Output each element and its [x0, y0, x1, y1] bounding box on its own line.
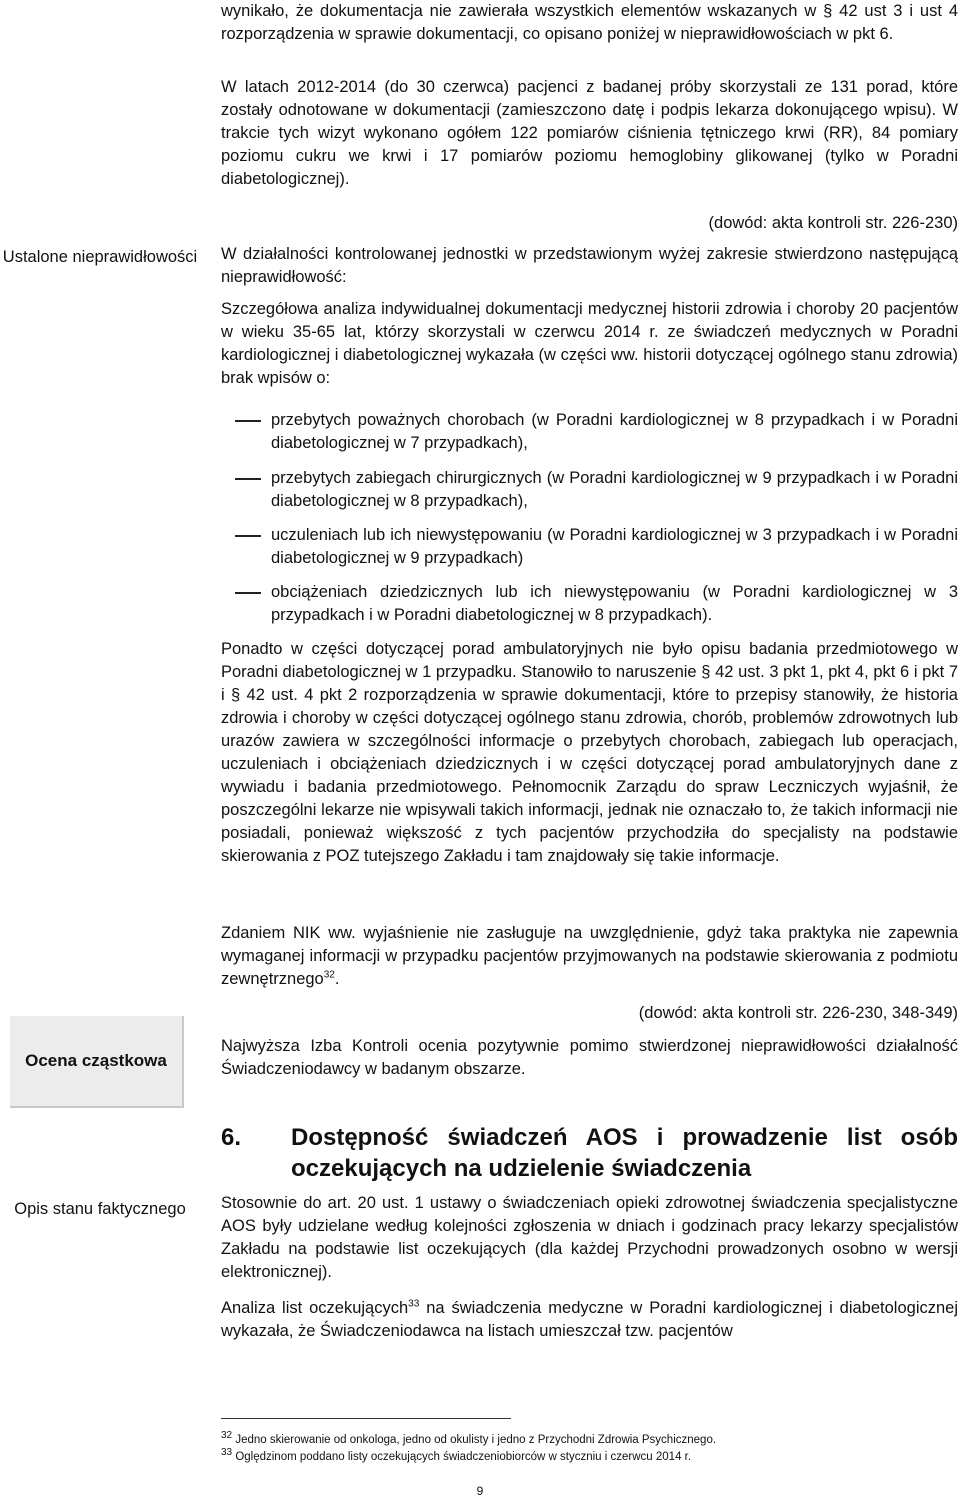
footnote-divider: [221, 1418, 511, 1419]
list-item: przebytych zabiegach chirurgicznych (w Poradni kardiologicznej w 9 przypadkach i w Poradni diabetologicznej w 8 przypadkach),: [221, 467, 958, 513]
paragraph: Analiza list oczekujących$^{33}$ na świadczenia medyczne w Poradni kardiologicznej i diabetologicznej wykazała, że Świadczeniodawca na listach umieszczał tzw. pacjentów: [221, 1298, 958, 1340]
facts-label: Opis stanu faktycznego: [14, 1200, 186, 1218]
dash-icon: [235, 535, 261, 537]
footnote: $^{32}$ Jedno skierowanie od onkologa, jedno od okulisty i jedno z Przychodni Zdrowia Psychicznego.: [221, 1430, 717, 1446]
footnote: $^{33}$ Oględzinom poddano listy oczekujących świadczeniobiorców w styczniu i czerwcu 2014 r.: [221, 1447, 692, 1463]
list-item: uczuleniach lub ich niewystępowaniu (w Poradni kardiologicznej w 3 przypadkach i w Poradni diabetologicznej w 9 przypadkach): [221, 524, 958, 570]
footnote-ref: 32: [323, 969, 335, 981]
sidebar: [0, 0, 200, 1501]
paragraph: Szczegółowa analiza indywidualnej dokumentacji medycznej historii zdrowia i choroby 20 pacjentów w wieku 35-65 lat, którzy skorzystali w czerwcu 2014 r. ze świadczeń medycznych w Poradni kardiologicznej i diabetologicznej wykazała (w części ww. historii dotyczącej ogólnego stanu zdrowia) brak wpisów o:: [221, 300, 958, 387]
partial-rating-label: Ocena cząstkowa: [25, 1051, 167, 1070]
paragraph: Najwyższa Izba Kontroli ocenia pozytywnie pomimo stwierdzonej nieprawidłowości działalność Świadczeniodawcy w badanym obszarze.: [221, 1037, 958, 1078]
dash-icon: [235, 592, 261, 594]
paragraph: W działalności kontrolowanej jednostki w przedstawionym wyżej zakresie stwierdzono następującą nieprawidłowość:: [221, 245, 958, 286]
partial-rating-box: [10, 1016, 184, 1108]
section-heading: [221, 1122, 958, 1184]
list-item: przebytych poważnych chorobach (w Poradni kardiologicznej w 8 przypadkach i w Poradni diabetologicznej w 7 przypadkach),: [221, 409, 958, 455]
findings-label: Ustalone nieprawidłowości: [2, 248, 198, 266]
paragraph: Zdaniem NIK ww. wyjaśnienie nie zasługuje na uwzględnienie, gdyż taka praktyka nie zapewnia wymaganej informacji w przypadku pacjentów przyjmowanych na podstawie skierowania z podmiotu zewnętrznego$^{32}$.: [221, 924, 958, 988]
page-number: 9: [476, 1484, 484, 1498]
paragraph: Stosownie do art. 20 ust. 1 ustawy o świadczeniach opieki zdrowotnej świadczenia specjalistyczne AOS były udzielane według kolejności zgłoszenia w dniach i godzinach pracy lekarzy specjalistów Zakładu na podstawie list oczekujących (dla każdej Przychodni prowadzonych osobno w wersji elektronicznej).: [221, 1194, 958, 1281]
footnote-ref: 33: [408, 1298, 420, 1310]
section-number: 6.: [221, 1124, 242, 1151]
dash-icon: [235, 478, 261, 480]
list-item: obciążeniach dziedzicznych lub ich niewystępowaniu (w Poradni kardiologicznej w 3 przypadkach i w Poradni diabetologicznej w 8 przypadkach).: [221, 581, 958, 627]
evidence-note: (dowód: akta kontroli str. 226-230, 348-349): [638, 1004, 958, 1022]
evidence-note: (dowód: akta kontroli str. 226-230): [708, 214, 958, 232]
paragraph: Ponadto w części dotyczącej porad ambulatoryjnych nie było opisu badania przedmiotowego w Poradni diabetologicznej w 1 przypadku. Stanowiło to naruszenie § 42 ust. 3 pkt 1, pkt 4, pkt 6 i pkt 7 i § 42 ust. 4 pkt 2 rozporządzenia w sprawie dokumentacji, które to przepisy stanowiły, że historia zdrowia i choroby w części dotyczącej ogólnego stanu zdrowia, chorób, problemów zdrowotnych lub urazów zawiera w szczególności informacje o przebytych chorobach, zabiegach lub operacjach, uczuleniach i obciążeniach dziedzicznych i w części dotyczącej porad ambulatoryjnych dane z wywiadu i badania przedmiotowego. Pełnomocnik Zarządu do spraw Leczniczych wyjaśnił, że poszczególni lekarze nie wpisywali takich informacji, jednak nie oznaczało to, że takich informacji nie posiadali, ponieważ większość z tych pacjentów przychodziła do specjalisty na podstawie skierowania z POZ tutejszego Zakładu i tam znajdowały się takie informacje.: [221, 640, 958, 865]
paragraph: wynikało, że dokumentacja nie zawierała wszystkich elementów wskazanych w § 42 ust 3 i ust 4 rozporządzenia w sprawie dokumentacji, co opisano poniżej w nieprawidłowościach w pkt 6.: [221, 2, 958, 43]
paragraph: W latach 2012-2014 (do 30 czerwca) pacjenci z badanej próby skorzystali ze 131 porad, które zostały odnotowane w dokumentacji (zamieszczono datę i podpis lekarza dokonującego wpisu). W trakcie tych wizyt wykonano ogółem 122 pomiarów ciśnienia tętniczego krwi (RR), 84 pomiary poziomu cukru we krwi i 17 pomiarów poziomu hemoglobiny glikowanej (tylko w Poradni diabetologicznej).: [221, 78, 958, 188]
section-title: Dostępność świadczeń AOS i prowadzenie list osób oczekujących na udzielenie świadczenia: [291, 1124, 958, 1182]
dash-icon: [235, 420, 261, 422]
